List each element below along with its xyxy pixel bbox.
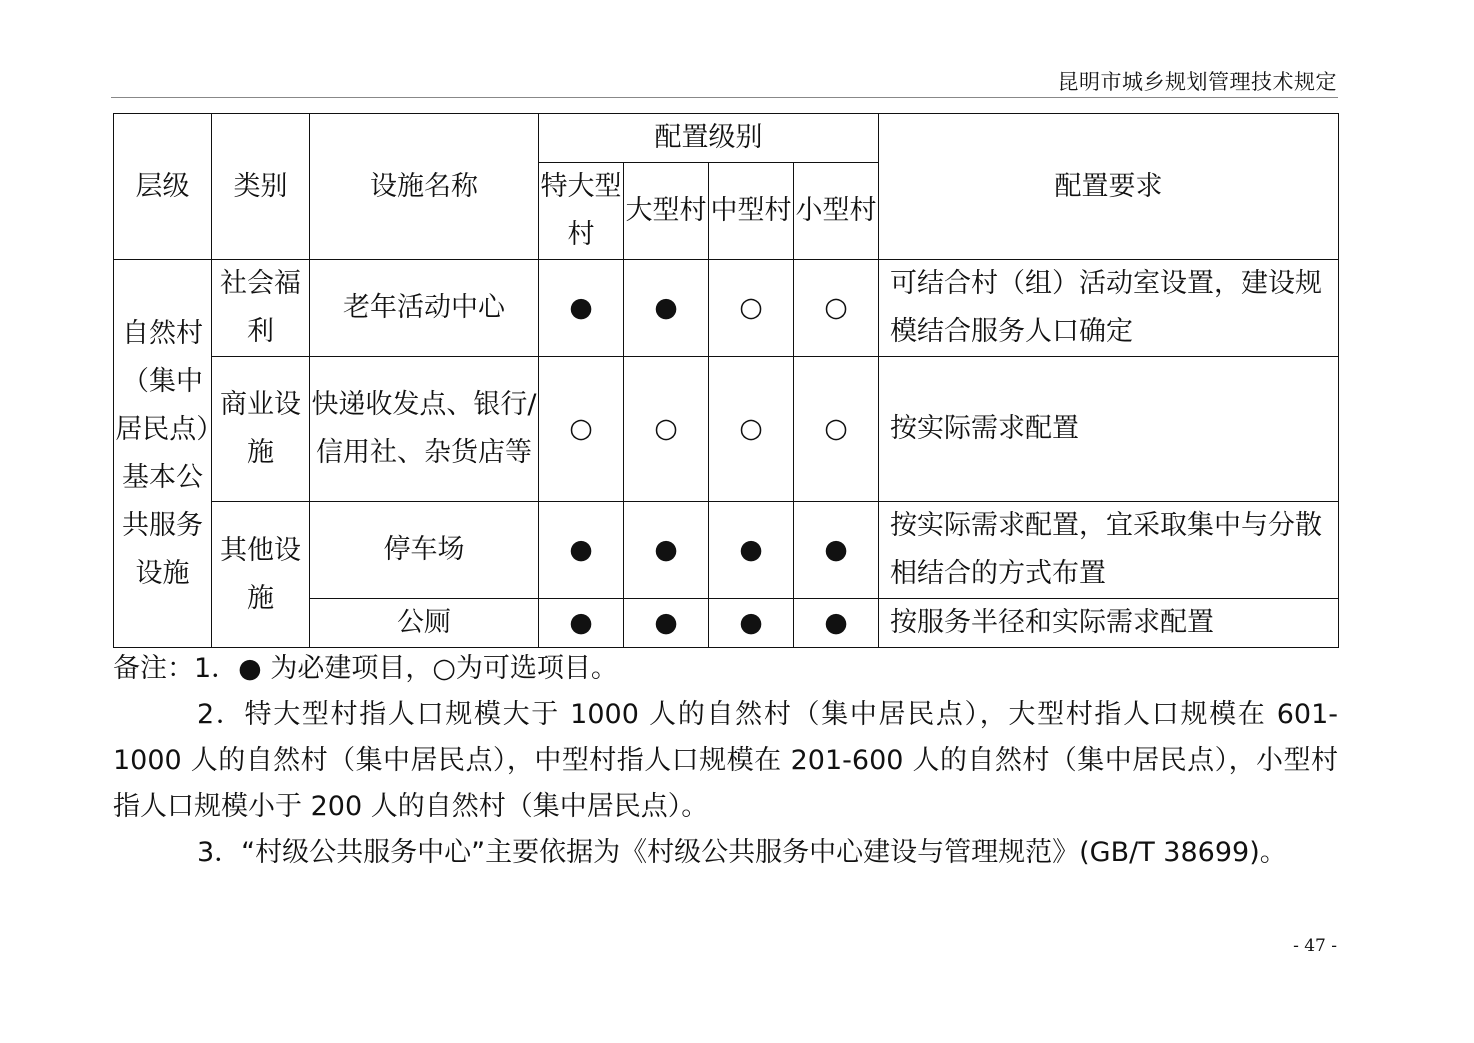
header-medium-village: 中型村 <box>709 163 794 260</box>
large-mark: ● <box>624 599 709 648</box>
header-category: 类别 <box>212 114 310 260</box>
large-mark: ● <box>624 502 709 599</box>
level-cell: 自然村（集中居民点）基本公共服务设施 <box>114 260 212 648</box>
requirement-cell: 可结合村（组）活动室设置，建设规模结合服务人口确定 <box>879 260 1339 357</box>
small-mark: ● <box>794 502 879 599</box>
category-cell: 社会福利 <box>212 260 310 357</box>
extra-large-mark: ● <box>539 599 624 648</box>
header-level: 层级 <box>114 114 212 260</box>
note-3: 3．“村级公共服务中心”主要依据为《村级公共服务中心建设与管理规范》(GB/T 38699)。 <box>197 837 1287 868</box>
note-2: 2．特大型村指人口规模大于 1000 人的自然村（集中居民点），大型村指人口规模在 601-1000 人的自然村（集中居民点），中型村指人口规模在 201-600 人的自然村（集中居民点），小型村指人口规模小于 200 人的自然村（集中居民点）。 <box>113 699 1338 822</box>
medium-mark: ● <box>709 502 794 599</box>
extra-large-mark: ● <box>539 502 624 599</box>
small-mark: ○ <box>794 260 879 357</box>
requirement-cell: 按服务半径和实际需求配置 <box>879 599 1339 648</box>
header-extra-large-village: 特大型村 <box>539 163 624 260</box>
facility-name-cell: 老年活动中心 <box>310 260 539 357</box>
extra-large-mark: ● <box>539 260 624 357</box>
facility-name-cell: 快递收发点、银行/信用社、杂货店等 <box>310 357 539 502</box>
page-number: - 47 - <box>1293 936 1337 956</box>
medium-mark: ○ <box>709 260 794 357</box>
requirement-cell: 按实际需求配置，宜采取集中与分散相结合的方式布置 <box>879 502 1339 599</box>
small-mark: ● <box>794 599 879 648</box>
small-mark: ○ <box>794 357 879 502</box>
facility-name-cell: 停车场 <box>310 502 539 599</box>
medium-mark: ○ <box>709 357 794 502</box>
medium-mark: ● <box>709 599 794 648</box>
category-cell: 商业设施 <box>212 357 310 502</box>
facility-configuration-table <box>113 113 1339 648</box>
header-small-village: 小型村 <box>794 163 879 260</box>
notes-section <box>113 646 1338 876</box>
category-cell: 其他设施 <box>212 502 310 648</box>
header-divider <box>111 97 1338 98</box>
extra-large-mark: ○ <box>539 357 624 502</box>
requirement-cell: 按实际需求配置 <box>879 357 1339 502</box>
header-facility-name: 设施名称 <box>310 114 539 260</box>
large-mark: ○ <box>624 357 709 502</box>
note-1: 备注：1．● 为必建项目，○为可选项目。 <box>113 653 618 684</box>
large-mark: ● <box>624 260 709 357</box>
header-large-village: 大型村 <box>624 163 709 260</box>
facility-name-cell: 公厕 <box>310 599 539 648</box>
header-config-level: 配置级别 <box>539 114 879 163</box>
header-requirement: 配置要求 <box>879 114 1339 260</box>
document-header-title: 昆明市城乡规划管理技术规定 <box>1057 70 1337 94</box>
